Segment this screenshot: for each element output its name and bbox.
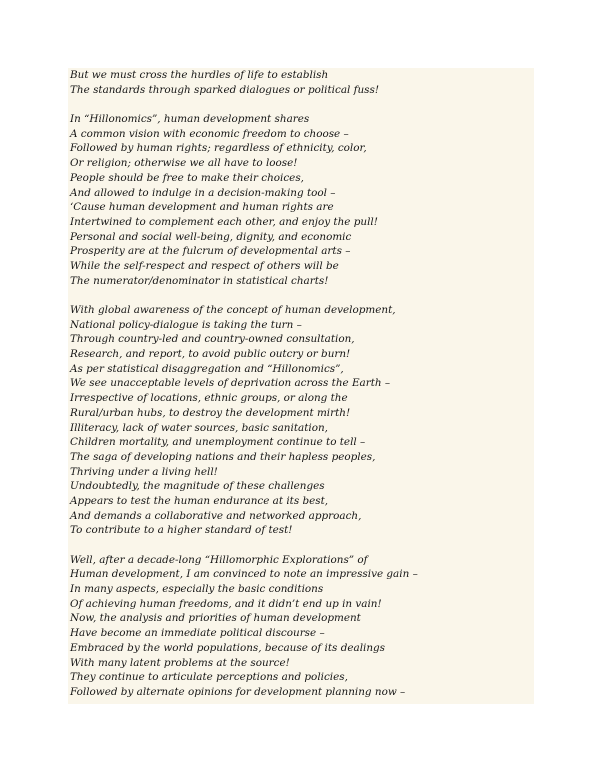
poem-line: Embraced by the world populations, because of its dealings — [70, 641, 386, 654]
poem-line: Prosperity are at the fulcrum of developmental arts – — [70, 245, 351, 258]
poem-line: The saga of developing nations and their hapless peoples, — [70, 450, 376, 463]
poem-line: The numerator/denominator in statistical charts! — [70, 274, 329, 287]
poem-line: Or religion; otherwise we all have to loose! — [70, 157, 298, 170]
poem-line: Personal and social well-being, dignity, and economic — [70, 230, 352, 243]
poem-line: Intertwined to complement each other, and enjoy the pull! — [70, 215, 378, 228]
poem-line: But we must cross the hurdles of life to establish — [70, 69, 329, 81]
poem-line: Research, and report, to avoid public outcry or burn! — [70, 348, 351, 361]
poem-line: Followed by human rights; regardless of ethnicity, color, — [70, 142, 367, 155]
poem-text-block — [68, 68, 534, 704]
stanza-1 — [68, 68, 534, 97]
poem-line: Appears to test the human endurance at its best, — [70, 494, 329, 507]
poem-line: With global awareness of the concept of human development, — [70, 304, 396, 316]
poem-line: National policy-dialogue is taking the turn – — [70, 318, 302, 331]
stanza-3 — [68, 303, 534, 538]
poem-line: Thriving under a living hell! — [70, 465, 218, 478]
poem-line: Now, the analysis and priorities of human development — [70, 612, 361, 625]
poem-line: As per statistical disaggregation and “Hillonomics”, — [70, 362, 344, 375]
poem-line: Have become an immediate political discourse – — [70, 627, 325, 640]
poem-line: Rural/urban hubs, to destroy the development mirth! — [70, 406, 351, 419]
stanza-2 — [68, 112, 534, 288]
poem-line: People should be free to make their choices, — [70, 171, 304, 184]
poem-line: And demands a collaborative and networked approach, — [70, 509, 362, 522]
poem-line: They continue to articulate perceptions and policies, — [70, 671, 348, 684]
poem-line: Illiteracy, lack of water sources, basic sanitation, — [70, 421, 328, 434]
poem-line: Followed by alternate opinions for development planning now – — [70, 685, 406, 698]
poem-line: The standards through sparked dialogues or political fuss! — [70, 83, 380, 96]
poem-line: Well, after a decade-long “Hillomorphic Explorations” of — [70, 553, 368, 566]
poem-line: Of achieving human freedoms, and it didn’t end up in vain! — [70, 597, 382, 610]
poem-line: To contribute to a higher standard of test! — [70, 524, 293, 537]
poem-line: Irrespective of locations, ethnic groups, or along the — [70, 392, 348, 405]
poem-line: In many aspects, especially the basic conditions — [70, 583, 324, 596]
poem-line: While the self-respect and respect of others will be — [70, 259, 339, 272]
poem-line: In “Hillonomics”, human development shares — [70, 113, 310, 126]
poem-line: And allowed to indulge in a decision-making tool – — [70, 186, 336, 199]
poem-line: With many latent problems at the source! — [70, 656, 290, 669]
poem-line: We see unacceptable levels of deprivation across the Earth – — [70, 377, 391, 390]
poem-line: Through country-led and country-owned consultation, — [70, 333, 355, 346]
stanza-4 — [68, 553, 534, 700]
poem-line: Children mortality, and unemployment continue to tell – — [70, 436, 366, 449]
poem-line: ‘Cause human development and human rights are — [70, 201, 334, 214]
poem-line: Human development, I am convinced to note an impressive gain – — [70, 568, 418, 581]
poem-line: Undoubtedly, the magnitude of these challenges — [70, 480, 325, 493]
poem-line: A common vision with economic freedom to choose – — [70, 127, 349, 140]
